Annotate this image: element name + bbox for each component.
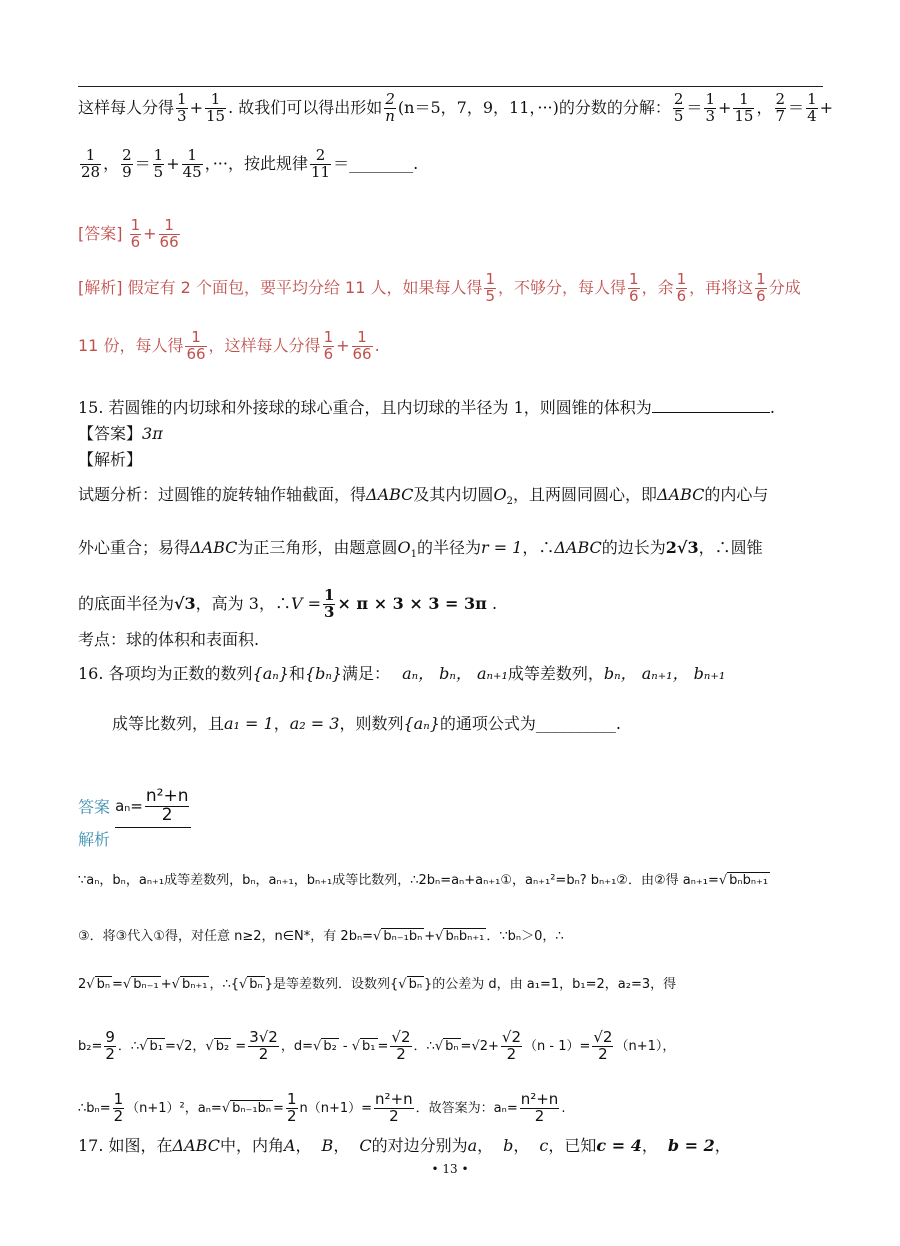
text: 这样每人分得 <box>78 97 175 117</box>
fraction: $\frac{2}{7}$ <box>775 90 786 125</box>
fraction: $\frac{1}{28}$ <box>81 146 101 181</box>
fraction: $\frac{1}{15}$ <box>734 90 754 125</box>
p15-analysis-line2: 外心重合；易得ΔABC为正三角形，由题意圆$O_1$的半径为r = 1，∴ΔABC的边长为2√3，∴圆锥 <box>78 538 763 561</box>
answer-label: 【答案】 <box>78 424 143 443</box>
p16-answer <box>78 788 840 828</box>
p16-line1: 16. 各项均为正数的数列{aₙ}和{bₙ}满足： aₙ， bₙ， aₙ₊₁成等差数列，bₙ， aₙ₊₁， bₙ₊₁ <box>78 664 726 683</box>
answer-label: [答案] <box>78 223 123 243</box>
p15-point: 考点：球的体积和表面积. <box>78 630 260 649</box>
p14-analysis-line1: [解析] 假定有 2 个面包，要平均分给 11 人，如果每人得 $\frac{1}{5}$ ，不够分，每人得 $\frac{1}{6}$ ，余 $\frac{1}{6}$ ，再将这 $\frac{1}{6}$ 分成 <box>78 270 801 305</box>
p15-analysis-line1: 试题分析：过圆锥的旋转轴作轴截面，得ΔABC及其内切圆$O_2$，且两圆同圆心，即ΔABC的内心与 <box>78 485 769 508</box>
p16-solution-line1: ∵aₙ，bₙ，aₙ₊₁成等差数列，bₙ，aₙ₊₁，bₙ₊₁成等比数列，∴2bₙ=aₙ+aₙ₊₁①，aₙ₊₁²=bₙ? bₙ₊₁②．由②得 aₙ₊₁=√ bₙbₙ₊₁ <box>78 873 769 888</box>
p15-analysis-line3: 的底面半径为√3，高为 3，∴V = $\frac{1}{3}$ × π × 3 × 3 = 3π . <box>78 586 498 621</box>
p15-question: 15. 若圆锥的内切球和外接球的球心重合，且内切球的半径为 1，则圆锥的体积为 . <box>78 398 775 417</box>
p14-answer: [答案] $\frac{1}{6}$ + $\frac{1}{66}$ <box>78 216 179 251</box>
p16-analysis-label: 解析 <box>78 830 111 849</box>
fraction: $\frac{2}{n}$ <box>385 90 395 125</box>
fraction: $\frac{2}{5}$ <box>673 90 684 125</box>
p15-analysis-label: 【解析】 <box>78 450 143 469</box>
page-number: • 13 • <box>431 1162 469 1176</box>
header-rule <box>78 86 823 87</box>
p16-solution-line4: b₂= $\frac{9}{2}$ ．∴√ b₁ =√2，√ b₂ = $\frac{3√2}{2}$ ，d=√ b₂ - √ b₁ = $\frac{√2}{2}$ ．∴√ bₙ =√2+ $\frac{√2}{2}$ （n - 1）= $\frac{√2}{2}$ （n+1）， <box>78 1028 676 1063</box>
p15-answer <box>78 426 840 442</box>
answer-label: 答案 <box>78 797 111 817</box>
p16-solution-line5: ∴bₙ= $\frac{1}{2}$ （n+1）²，aₙ=√ bₙ₋₁bₙ = $\frac{1}{2}$ n（n+1）= $\frac{\text{n²+n}}{2}$ ．故答案为：aₙ= $\frac{\text{n²+n}}{2}$ . <box>78 1090 566 1125</box>
p16-solution-line3: 2√ bₙ =√ bₙ₋₁ +√ bₙ₊₁ ，∴{√ bₙ }是等差数列．设数列{√ bₙ }的公差为 d，由 a₁=1，b₁=2，a₂=3，得 <box>78 977 677 992</box>
fraction: $\frac{1}{15}$ <box>205 90 226 125</box>
answer-expression: aₙ= $\frac{\text{n²+n}}{2}$ <box>115 788 191 828</box>
answer-blank <box>652 412 770 413</box>
p17-question: 17. 如图，在ΔABC中，内角A， B， C的对边分别为a， b， c，已知c = 4， b = 2， <box>78 1136 731 1155</box>
p16-line2: 成等比数列，且a₁ = 1，a₂ = 3，则数列{aₙ}的通项公式为__________. <box>112 714 621 733</box>
fraction: $\frac{1}{3}$ <box>177 90 187 125</box>
analysis-label: [解析] <box>78 277 123 297</box>
p16-solution-line2: ③．将③代入①得，对任意 n≥2，n∈N*，有 2bₙ=√ bₙ₋₁bₙ +√ bₙbₙ₊₁ ．∵bₙ＞0，∴ <box>78 929 564 944</box>
p14-analysis-line2: 11 份，每人得 $\frac{1}{66}$ ，这样每人分得 $\frac{1}{6}$ + $\frac{1}{66}$ . <box>78 328 380 363</box>
fraction: $\frac{1}{4}$ <box>807 90 817 125</box>
answer-value: 3π <box>142 424 163 443</box>
p14-line1: 这样每人分得 $\frac{1}{3}$ + $\frac{1}{15}$ . 故我们可以得出形如 $\frac{2}{n}$ (n＝5，7，9，11，···)的分数的分解： $\frac{2}{5}$ ＝ $\frac{1}{3}$ + $\frac{1}{15}$ ， $\frac{2}{7}$ ＝ $\frac{1}{4}$ + <box>78 90 834 125</box>
fraction: $\frac{1}{3}$ <box>705 90 715 125</box>
p14-line2: $\frac{1}{28}$ ， $\frac{2}{9}$ ＝ $\frac{1}{5}$ + $\frac{1}{45}$ ，···，按此规律 $\frac{2}{11}$ ＝________. <box>81 146 419 181</box>
